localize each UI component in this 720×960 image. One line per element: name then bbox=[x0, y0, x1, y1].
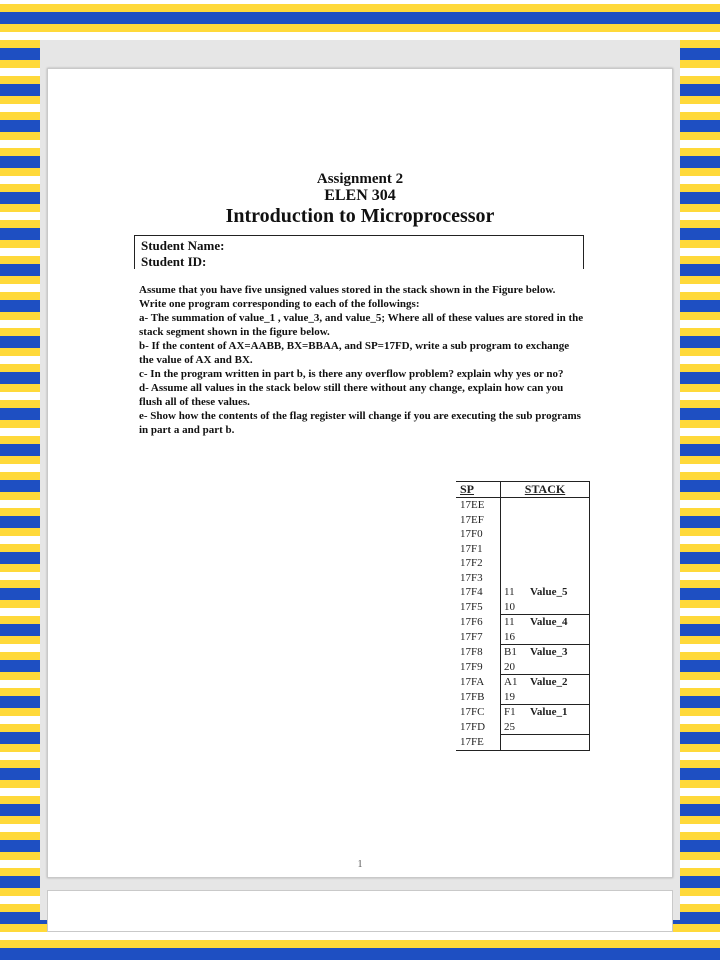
stack-cell bbox=[501, 556, 590, 571]
next-page-preview bbox=[47, 890, 673, 932]
sp-address: 17FB bbox=[460, 691, 485, 703]
value-label: Value_4 bbox=[530, 616, 568, 629]
question-part-e: e- Show how the contents of the flag register will change if you are executing the sub programs in part a and part b. bbox=[139, 410, 581, 436]
page-number: 1 bbox=[357, 859, 363, 870]
stack-header-row bbox=[456, 482, 590, 498]
stack-cell bbox=[501, 690, 590, 705]
table-row bbox=[456, 675, 590, 690]
stack-cell bbox=[501, 571, 590, 586]
stack-column-header: STACK bbox=[501, 482, 590, 498]
sp-address: 17F5 bbox=[460, 601, 483, 613]
stack-cell bbox=[501, 675, 590, 690]
stack-cell bbox=[501, 645, 590, 660]
table-row bbox=[456, 690, 590, 705]
sp-address: 17F0 bbox=[460, 528, 483, 541]
sp-address: 17F2 bbox=[460, 557, 483, 570]
table-row bbox=[456, 600, 590, 615]
question-text bbox=[139, 283, 584, 437]
stack-cell bbox=[501, 527, 590, 542]
stack-cell bbox=[501, 720, 590, 735]
table-row bbox=[456, 498, 590, 513]
question-intro: Assume that you have five unsigned values stored in the stack shown in the Figure below. Write one program corresponding to each of the followings: bbox=[139, 284, 556, 310]
stack-cell bbox=[501, 615, 590, 630]
table-row bbox=[456, 645, 590, 660]
student-name-label: Student Name: bbox=[141, 238, 225, 253]
sp-address: 17F7 bbox=[460, 631, 483, 643]
stack-cell bbox=[501, 498, 590, 513]
question-part-c: c- In the program written in part b, is there any overflow problem? explain why yes or no? bbox=[139, 368, 564, 380]
table-row bbox=[456, 630, 590, 645]
assignment-title: Assignment 2 bbox=[316, 171, 404, 187]
sp-address: 17F3 bbox=[460, 571, 483, 584]
stack-cell bbox=[501, 735, 590, 751]
table-row bbox=[456, 660, 590, 675]
sp-address: 17F1 bbox=[460, 542, 483, 555]
table-row bbox=[456, 585, 590, 600]
table-row bbox=[456, 705, 590, 720]
stack-cell bbox=[501, 600, 590, 615]
sp-address: 17F6 bbox=[460, 616, 483, 628]
question-part-a: a- The summation of value_1 , value_3, and value_5; Where all of these values are stored in the stack segment shown in the figure below. bbox=[139, 312, 584, 338]
stack-cell bbox=[501, 660, 590, 675]
sp-address: 17EE bbox=[460, 499, 485, 512]
sp-column-header: SP bbox=[456, 482, 501, 498]
value-label: Value_5 bbox=[530, 586, 568, 599]
stack-byte: F1 bbox=[504, 706, 516, 719]
table-row bbox=[456, 527, 590, 542]
sp-address: 17FC bbox=[460, 706, 485, 718]
table-row bbox=[456, 571, 590, 586]
sp-address: 17FA bbox=[460, 676, 485, 688]
value-label: Value_3 bbox=[530, 646, 568, 659]
stack-byte: 10 bbox=[504, 600, 515, 613]
document-viewer bbox=[40, 40, 680, 920]
course-code: ELEN 304 bbox=[324, 187, 396, 204]
student-id-label: Student ID: bbox=[141, 254, 207, 269]
table-row bbox=[456, 615, 590, 630]
stack-byte: A1 bbox=[504, 676, 518, 689]
table-row bbox=[456, 513, 590, 528]
stack-cell bbox=[501, 705, 590, 720]
question-part-d: d- Assume all values in the stack below still there without any change, explain how can you flush all of these values. bbox=[139, 382, 564, 408]
stack-table bbox=[456, 481, 590, 751]
stack-cell bbox=[501, 513, 590, 528]
sp-address: 17EF bbox=[460, 513, 484, 526]
stack-byte: B1 bbox=[504, 646, 517, 659]
stack-byte: 19 bbox=[504, 690, 515, 703]
stack-cell bbox=[501, 542, 590, 557]
table-row bbox=[456, 542, 590, 557]
table-row bbox=[456, 735, 590, 751]
sp-address: 17FE bbox=[456, 735, 501, 751]
stack-byte: 16 bbox=[504, 630, 515, 643]
sp-address: 17F9 bbox=[460, 661, 483, 673]
stack-byte: 11 bbox=[504, 586, 515, 599]
stack-byte: 20 bbox=[504, 660, 515, 673]
table-row bbox=[456, 556, 590, 571]
stack-cell bbox=[501, 585, 590, 600]
course-title: Introduction to Microprocessor bbox=[225, 205, 495, 227]
sp-address: 17F4 bbox=[460, 586, 483, 599]
stack-byte: 25 bbox=[504, 720, 515, 733]
stack-byte: 11 bbox=[504, 616, 515, 629]
value-label: Value_1 bbox=[530, 706, 568, 719]
value-label: Value_2 bbox=[530, 676, 568, 689]
sp-address: 17FD bbox=[460, 721, 486, 733]
sp-address: 17F8 bbox=[460, 646, 483, 658]
table-row bbox=[456, 720, 590, 735]
question-part-b: b- If the content of AX=AABB, BX=BBAA, and SP=17FD, write a sub program to exchange the value of AX and BX. bbox=[139, 340, 570, 366]
document-page bbox=[47, 68, 673, 878]
stack-cell bbox=[501, 630, 590, 645]
student-info-box bbox=[134, 235, 584, 269]
